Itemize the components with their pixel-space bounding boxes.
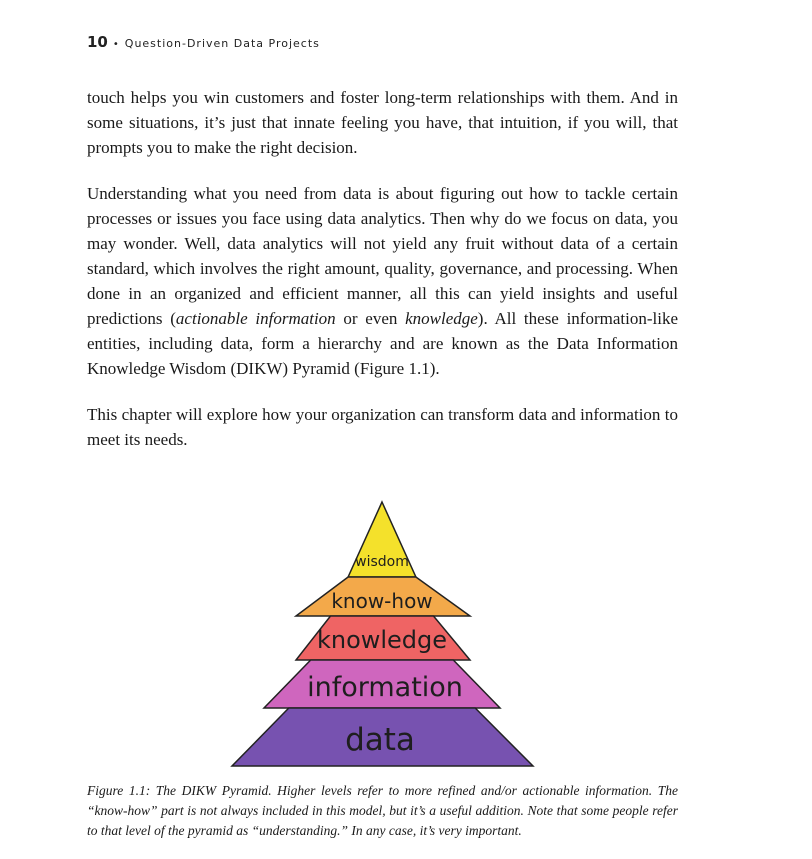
pyramid-label-knowledge: knowledge [316, 626, 448, 654]
dikw-pyramid-figure [230, 500, 535, 768]
paragraph-2 [87, 181, 678, 381]
page-number: 10 [87, 33, 108, 51]
figure-caption: Figure 1.1: The DIKW Pyramid. Higher levels refer to more refined and/or actionable information. The “know-how” part is not always included in this model, but it’s a useful addition. Note that some people refer to that level of the pyramid as “understanding.” In any case, it’s very important. [87, 783, 678, 838]
running-header [87, 33, 320, 51]
paragraph-2-part-2: or even [335, 309, 406, 328]
dikw-pyramid [230, 500, 535, 768]
emphasis-knowledge: knowledge [405, 309, 478, 328]
header-separator: • [112, 39, 120, 50]
pyramid-label-know-how: know-how [331, 589, 433, 613]
running-title: Question-Driven Data Projects [124, 37, 320, 50]
paragraph-2-part-1: Understanding what you need from data is about figuring out how to tackle certain processes or issues you face using data analytics. Then why do we focus on data, you may wonder. Well, data analytics will not yield any fruit without data of a certain standard, which involves the right amount, quality, governance, and processing. When done in an organized and efficient manner, all this can yield insights and useful predictions ( [87, 184, 678, 328]
paragraph-2-part-3: ). All these information-like entities, including data, form a hierarchy and are known as the Data Information Knowledge Wisdom (DIKW) Pyramid (Figure 1.1). [87, 309, 678, 378]
paragraph-1: touch helps you win customers and foster long-term relationships with them. And in some situations, it’s just that innate feeling you have, that intuition, if you will, that prompts you to make the right decision. [87, 88, 678, 157]
pyramid-label-information: information [307, 672, 463, 703]
paragraph-3: This chapter will explore how your organization can transform data and information to meet its needs. [87, 405, 678, 449]
body-text [87, 85, 678, 473]
emphasis-actionable-information: actionable information [175, 309, 336, 328]
pyramid-label-data: data [345, 722, 415, 758]
pyramid-label-wisdom: wisdom [355, 554, 409, 570]
